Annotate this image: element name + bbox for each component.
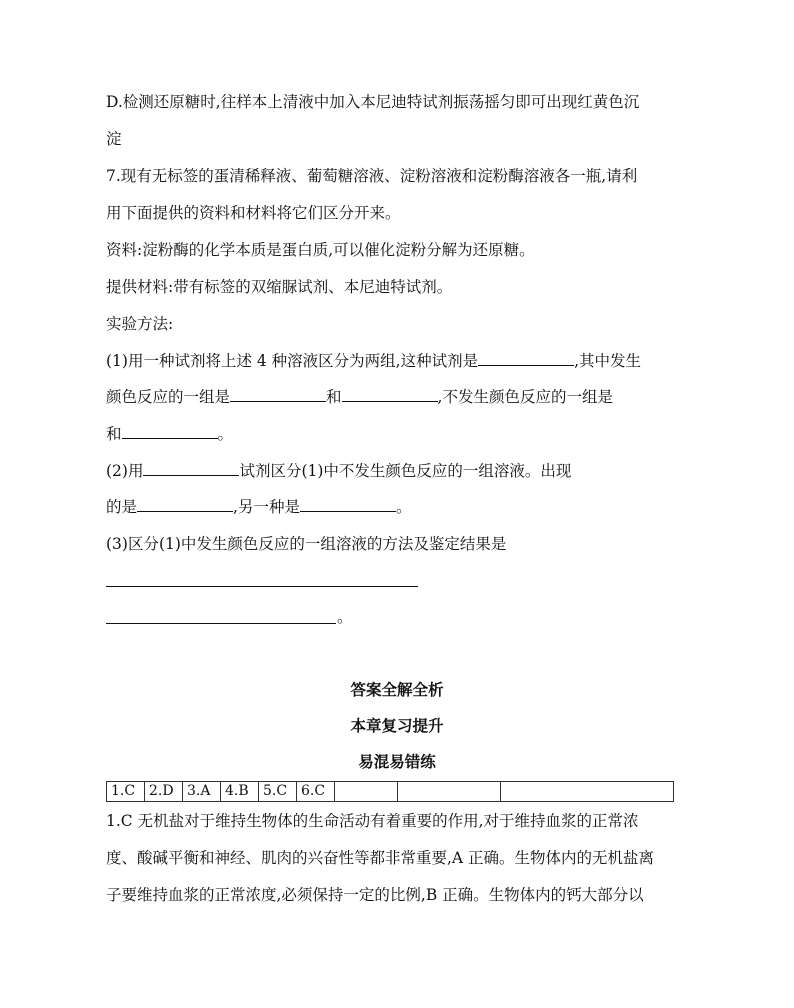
part-1-text-e: ,不发生颜色反应的一组是 xyxy=(437,388,613,406)
explanation-line-1: 1.C 无机盐对于维持生物体的生命活动有着重要的作用,对于维持血浆的正常浓 xyxy=(106,812,639,830)
part-1-text-a: (1)用一种试剂将上述 4 种溶液区分为两组,这种试剂是 xyxy=(106,352,479,370)
part-1-text-f: 和 xyxy=(106,425,122,443)
part-2-text-a: (2)用 xyxy=(106,462,144,480)
answer-rule-1[interactable] xyxy=(106,586,418,587)
explanation-line-2: 度、酸碱平衡和神经、肌肉的兴奋性等都非常重要,A 正确。生物体内的无机盐离 xyxy=(106,849,655,867)
answer-cell: 2.D xyxy=(145,782,183,802)
answer-blank[interactable] xyxy=(300,497,396,512)
part-1-line-1 xyxy=(106,351,641,371)
empty-cell xyxy=(398,782,501,802)
part-3-line: (3)区分(1)中发生颜色反应的一组溶液的方法及鉴定结果是 xyxy=(106,535,507,553)
part-1-text-c: 颜色反应的一组是 xyxy=(106,388,231,406)
answer-blank[interactable] xyxy=(342,387,438,402)
answer-blank[interactable] xyxy=(122,424,218,439)
empty-cell xyxy=(501,782,674,802)
answer-cell: 3.A xyxy=(183,782,221,802)
answer-key-table xyxy=(106,781,674,802)
question-7-line-2: 用下面提供的资料和材料将它们区分开来。 xyxy=(106,204,401,222)
question-7-line-1: 7.现有无标签的蛋清稀释液、葡萄糖溶液、淀粉溶液和淀粉酶溶液各一瓶,请利 xyxy=(106,167,638,185)
answer-blank[interactable] xyxy=(143,461,239,476)
part-1-text-d: 和 xyxy=(326,388,342,406)
answer-cell: 4.B xyxy=(221,782,259,802)
chapter-subtitle: 本章复习提升 xyxy=(350,716,444,735)
table-row xyxy=(107,782,674,802)
part-3-end: 。 xyxy=(337,608,353,626)
answer-blank[interactable] xyxy=(137,497,233,512)
empty-cell xyxy=(335,782,398,802)
answers-title: 答案全解全析 xyxy=(350,680,444,699)
part-1-text-b: ,其中发生 xyxy=(574,352,642,370)
explanation-line-3: 子要维持血浆的正常浓度,必须保持一定的比例,B 正确。生物体内的钙大部分以 xyxy=(106,886,644,904)
part-2-text-c: 的是 xyxy=(106,498,138,516)
section-heading: 易混易错练 xyxy=(358,752,436,771)
option-d-line-2: 淀 xyxy=(106,130,122,148)
answer-blank[interactable] xyxy=(478,351,574,366)
materials-line: 提供材料:带有标签的双缩脲试剂、本尼迪特试剂。 xyxy=(106,278,453,296)
part-1-text-g: 。 xyxy=(217,425,234,443)
method-title: 实验方法: xyxy=(106,315,174,333)
answer-cell: 5.C xyxy=(259,782,297,802)
part-2-line-1 xyxy=(106,461,571,481)
answer-cell: 6.C xyxy=(297,782,335,802)
answer-blank[interactable] xyxy=(230,387,326,402)
part-1-line-2 xyxy=(106,387,613,407)
option-d-line-1: D.检测还原糖时,往样本上清液中加入本尼迪特试剂振荡摇匀即可出现红黄色沉 xyxy=(106,93,640,111)
part-2-line-2 xyxy=(106,497,411,517)
part-1-line-3 xyxy=(106,424,233,444)
part-2-text-b: 试剂区分(1)中不发生颜色反应的一组溶液。出现 xyxy=(239,462,572,480)
part-2-text-d: ,另一种是 xyxy=(233,498,300,516)
answer-rule-2[interactable] xyxy=(106,623,336,624)
info-line: 资料:淀粉酶的化学本质是蛋白质,可以催化淀粉分解为还原糖。 xyxy=(106,241,535,259)
part-2-text-e: 。 xyxy=(395,498,412,516)
answer-cell: 1.C xyxy=(107,782,145,802)
